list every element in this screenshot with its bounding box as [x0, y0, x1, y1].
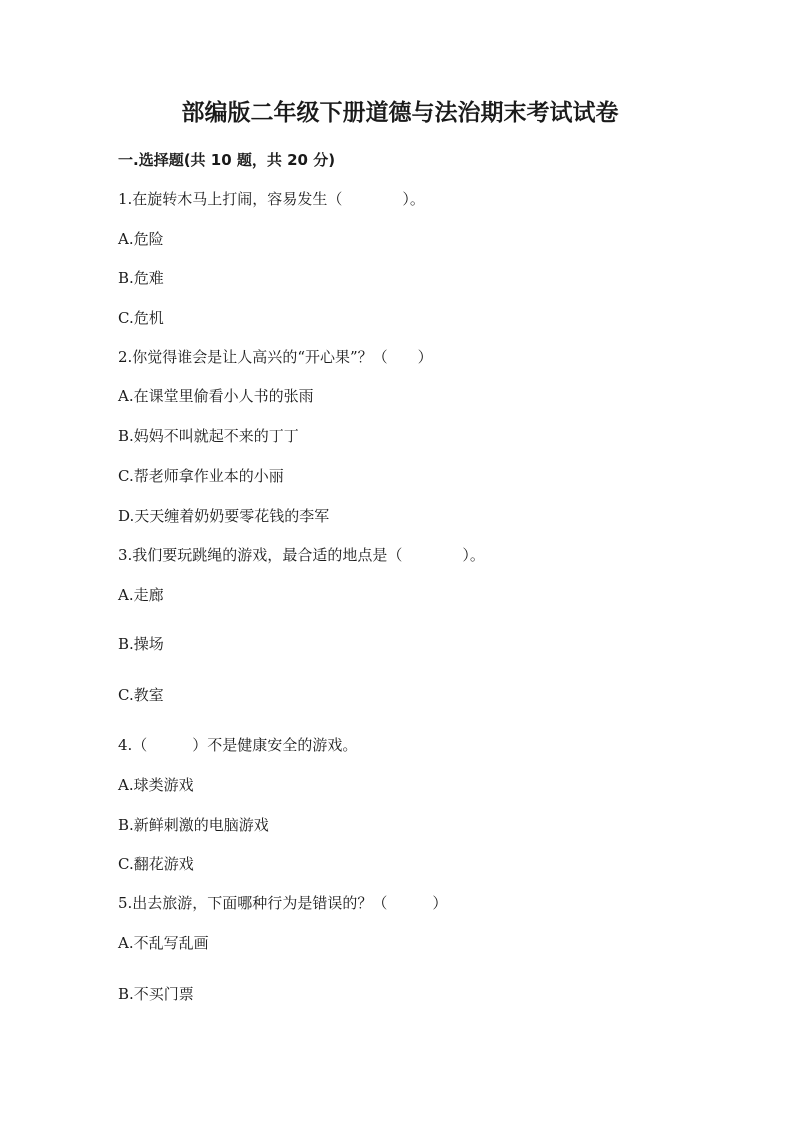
question-3-option-a: A.走廊 [118, 586, 164, 604]
question-1-stem: 1.在旋转木马上打闹，容易发生（ ）。 [118, 190, 425, 208]
question-4-stem: 4.（ ）不是健康安全的游戏。 [118, 736, 358, 754]
question-4-option-a: A.球类游戏 [118, 776, 194, 794]
question-5-stem: 5.出去旅游，下面哪种行为是错误的？（ ） [118, 894, 448, 912]
question-5-option-a: A.不乱写乱画 [118, 934, 209, 952]
section-heading: 一.选择题(共 10 题，共 20 分) [118, 151, 336, 169]
question-1-option-a: A.危险 [118, 230, 164, 248]
question-3-stem: 3.我们要玩跳绳的游戏，最合适的地点是（ ）。 [118, 546, 485, 564]
question-2-option-b: B.妈妈不叫就起不来的丁丁 [118, 427, 299, 445]
question-1-option-c: C.危机 [118, 309, 164, 327]
question-2-option-d: D.天天缠着奶奶要零花钱的李军 [118, 507, 330, 525]
question-1-option-b: B.危难 [118, 269, 164, 287]
question-2-option-a: A.在课堂里偷看小人书的张雨 [118, 387, 314, 405]
question-3-option-b: B.操场 [118, 635, 164, 653]
question-2-stem: 2.你觉得谁会是让人高兴的“开心果”？（ ） [118, 348, 433, 366]
question-4-option-b: B.新鲜刺激的电脑游戏 [118, 816, 269, 834]
question-2-option-c: C.帮老师拿作业本的小丽 [118, 467, 284, 485]
question-5-option-b: B.不买门票 [118, 985, 194, 1003]
question-3-option-c: C.教室 [118, 686, 164, 704]
page-title: 部编版二年级下册道德与法治期末考试试卷 [181, 99, 619, 126]
question-4-option-c: C.翻花游戏 [118, 855, 194, 873]
